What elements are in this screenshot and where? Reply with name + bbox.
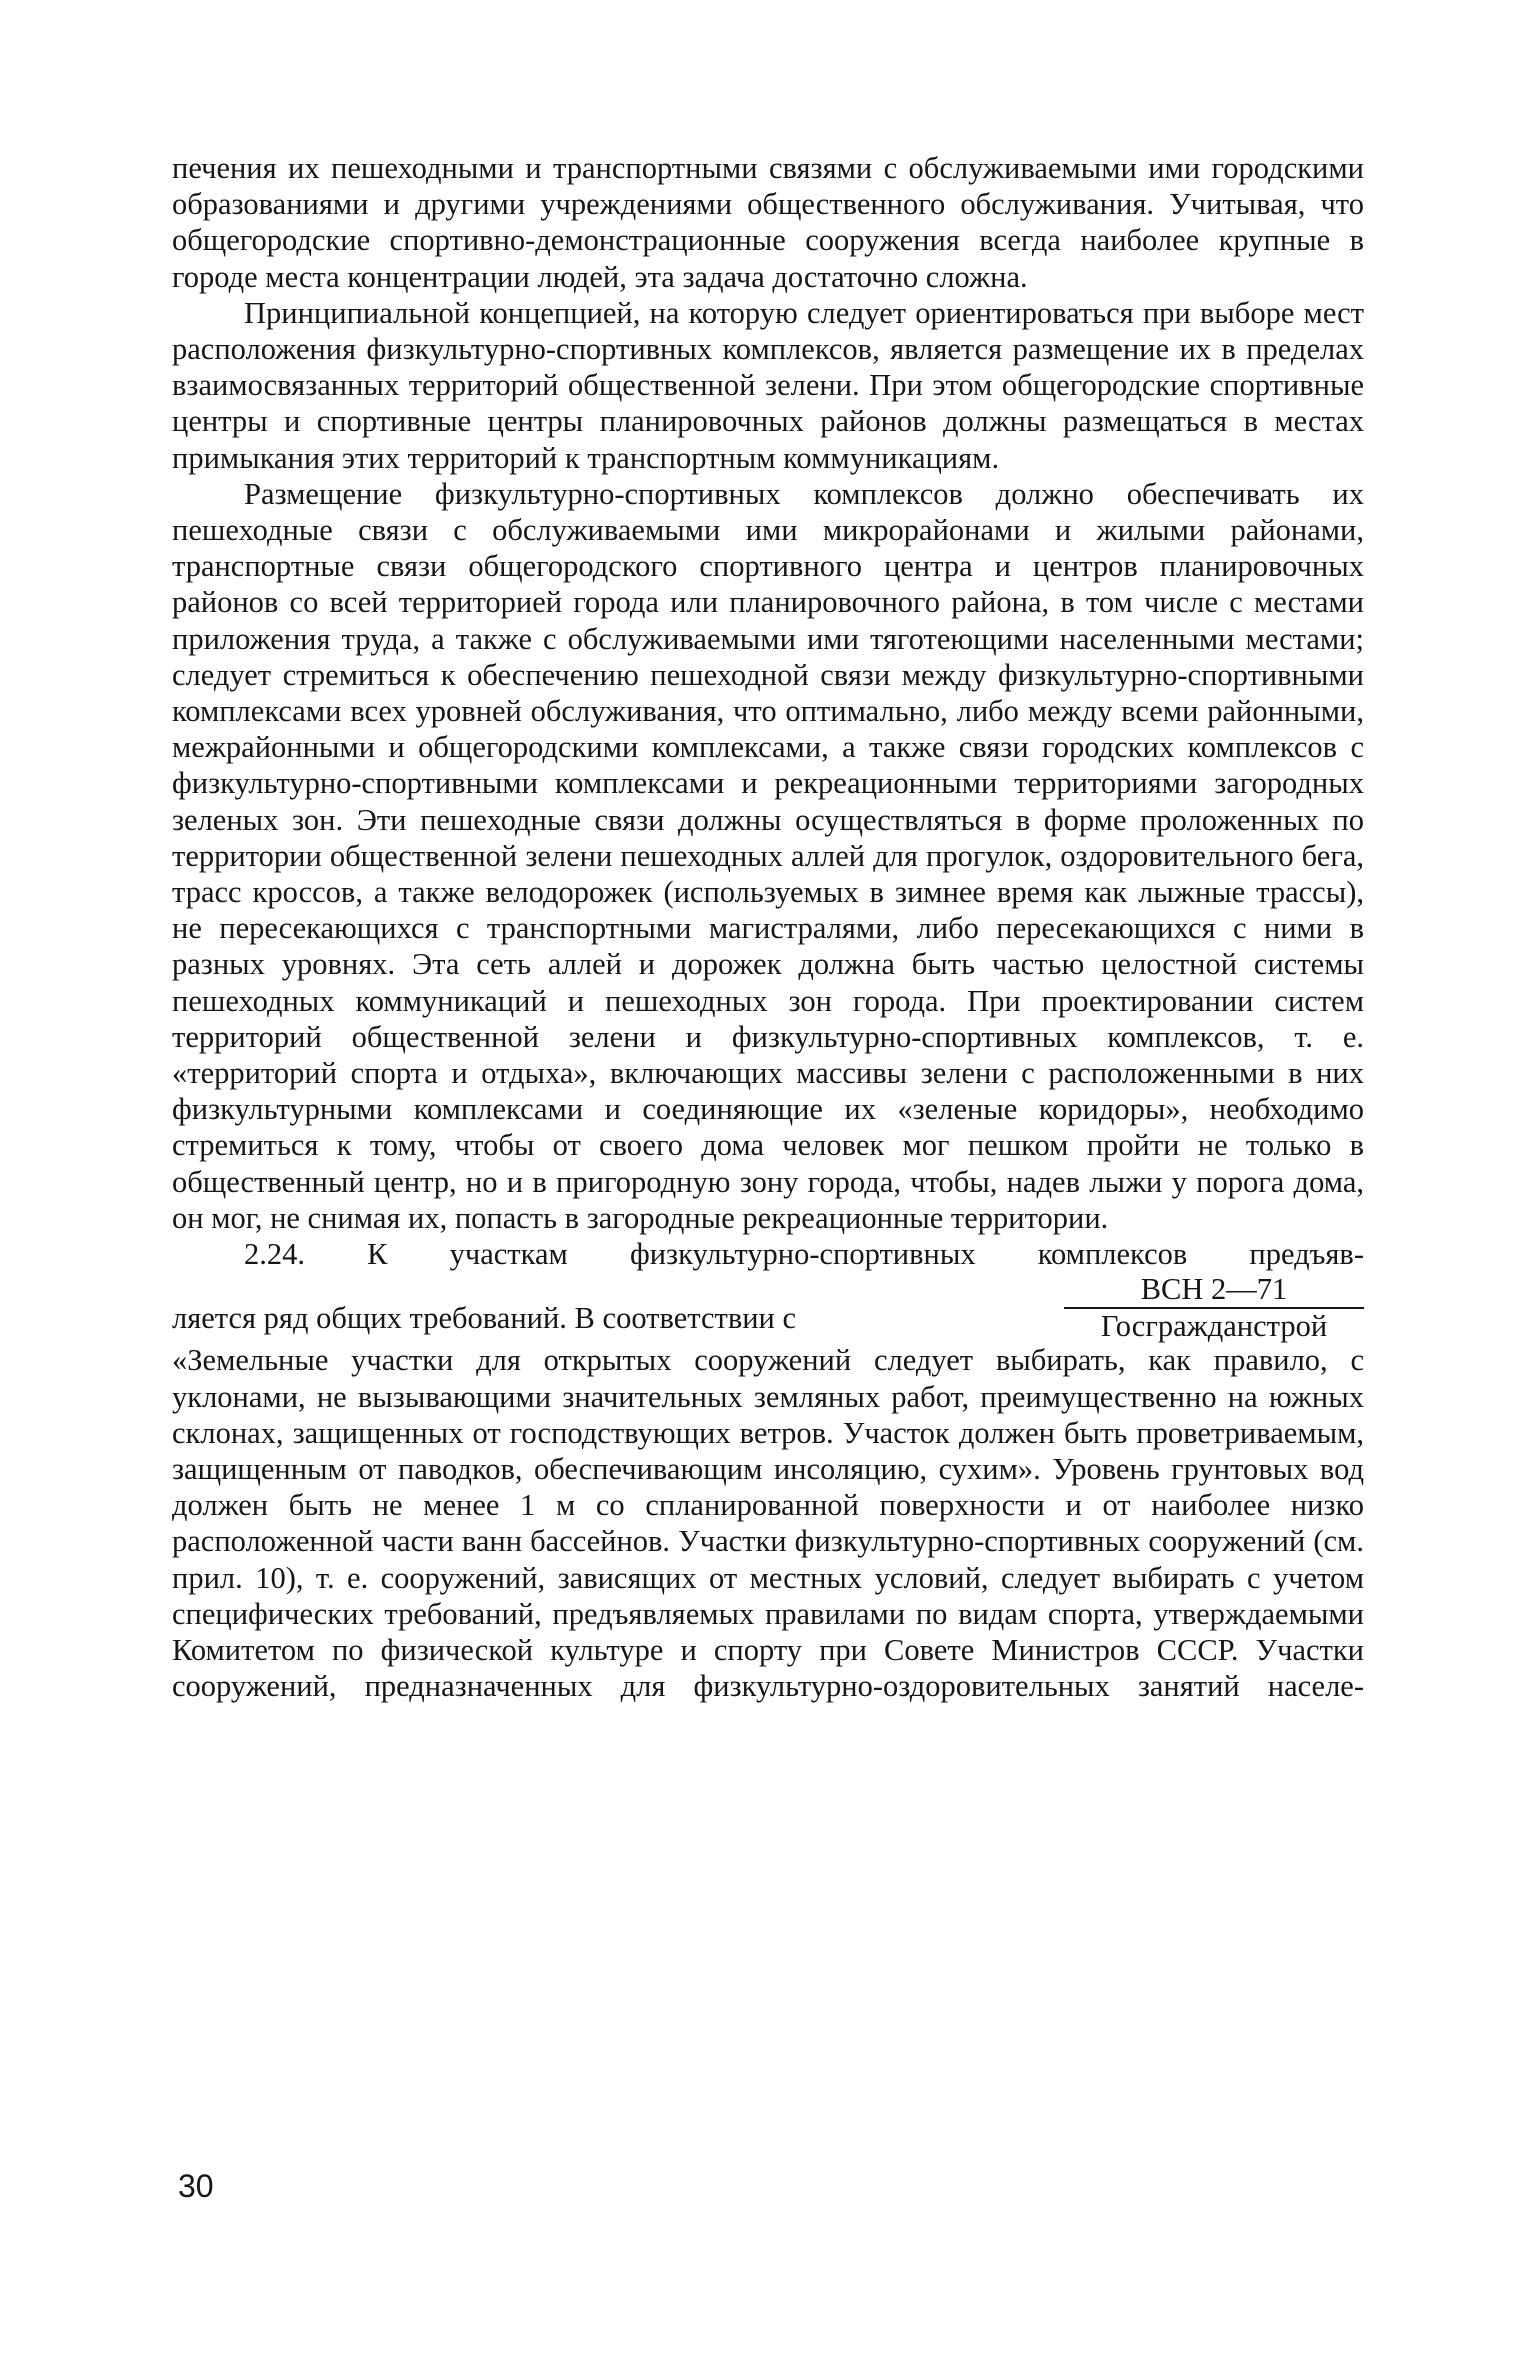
standard-fraction (1064, 1272, 1364, 1343)
page-number: 30 (178, 2168, 214, 2204)
clause-2-24-body: «Земельные участки для открытых сооружений следует выбирать, как правило, с уклонами, не вызывающими значительных земляных работ, преимущественно на южных склонах, защищенных от господствующих ветров. Участок должен быть проветриваемым, защищенным от паводков, обеспечивающим инсоляцию, сухим». Уровень грунтовых вод должен быть не менее 1 м со спланированной поверхности и от наиболее низко расположенной части ванн бассейнов. Участки физкультурно-спортивных сооружений (см. прил. 10), т. е. сооружений, зависящих от местных условий, следует выбирать с учетом специфических требований, предъявляемых правилами по видам спорта, утверждаемыми Комитетом по физической культуре и спорту при Совете Министров СССР. Участки сооружений, предназначенных для физкультурно-оздоровительных занятий населе- (172, 1343, 1364, 1704)
standard-reference-line (172, 1272, 1364, 1342)
clause-2-24-lead: ляется ряд общих требований. В соответствии с (172, 1301, 797, 1336)
paragraph-2: Принципиальной концепцией, на которую следует ориентироваться при выборе мест расположения физкультурно-спортивных комплексов, является размещение их в пределах взаимосвязанных территорий общественной зелени. При этом общегородские спортивные центры и спортивные центры планировочных районов должны размещаться в местах примыкания этих территорий к транспортным коммуникациям. (172, 295, 1364, 475)
paragraph-1: печения их пешеходными и транспортными связями с обслуживаемыми ими городскими образованиями и другими учреждениями общественного обслуживания. Учитывая, что общегородские спортивно-демонстрационные сооружения всегда наиболее крупные в городе места концентрации людей, эта задача достаточно сложна. (172, 151, 1364, 294)
standard-issuer: Госгражданстрой (1100, 1309, 1328, 1344)
standard-code: ВСН 2—71 (1064, 1272, 1364, 1309)
clause-2-24-heading: 2.24. К участкам физкультурно-спортивных комплексов предъяв- (244, 1237, 1364, 1272)
body-text (172, 150, 1364, 1704)
paragraph-3: Размещение физкультурно-спортивных комплексов должно обеспечивать их пешеходные связи с обслуживаемыми ими микрорайонами и жилыми районами, транспортные связи общегородского спортивного центра и центров планировочных районов со всей территорией города или планировочного района, в том числе с местами приложения труда, а также с обслуживаемыми ими тяготеющими населенными местами; следует стремиться к обеспечению пешеходной связи между физкультурно-спортивными комплексами всех уровней обслуживания, что оптимально, либо между всеми районными, межрайонными и общегородскими комплексами, а также связи городских комплексов с физкультурно-спортивными комплексами и рекреационными территориями загородных зеленых зон. Эти пешеходные связи должны осуществляться в форме проложенных по территории общественной зелени пешеходных аллей для прогулок, оздоровительного бега, трасс кроссов, а также велодорожек (используемых в зимнее время как лыжные трассы), не пересекающихся с транспортными магистралями, либо пересекающихся с ними в разных уровнях. Эта сеть аллей и дорожек должна быть частью целостной системы пешеходных коммуникаций и пешеходных зон города. При проектировании систем территорий общественной зелени и физкультурно-спортивных комплексов, т. е. «территорий спорта и отдыха», включающих массивы зелени с расположенными в них физкультурными комплексами и соединяющие их «зеленые коридоры», необходимо стремиться к тому, чтобы от своего дома человек мог пешком пройти не только в общественный центр, но и в пригородную зону города, чтобы, надев лыжи у порога дома, он мог, не снимая их, попасть в загородные рекреационные территории. (172, 476, 1364, 1235)
